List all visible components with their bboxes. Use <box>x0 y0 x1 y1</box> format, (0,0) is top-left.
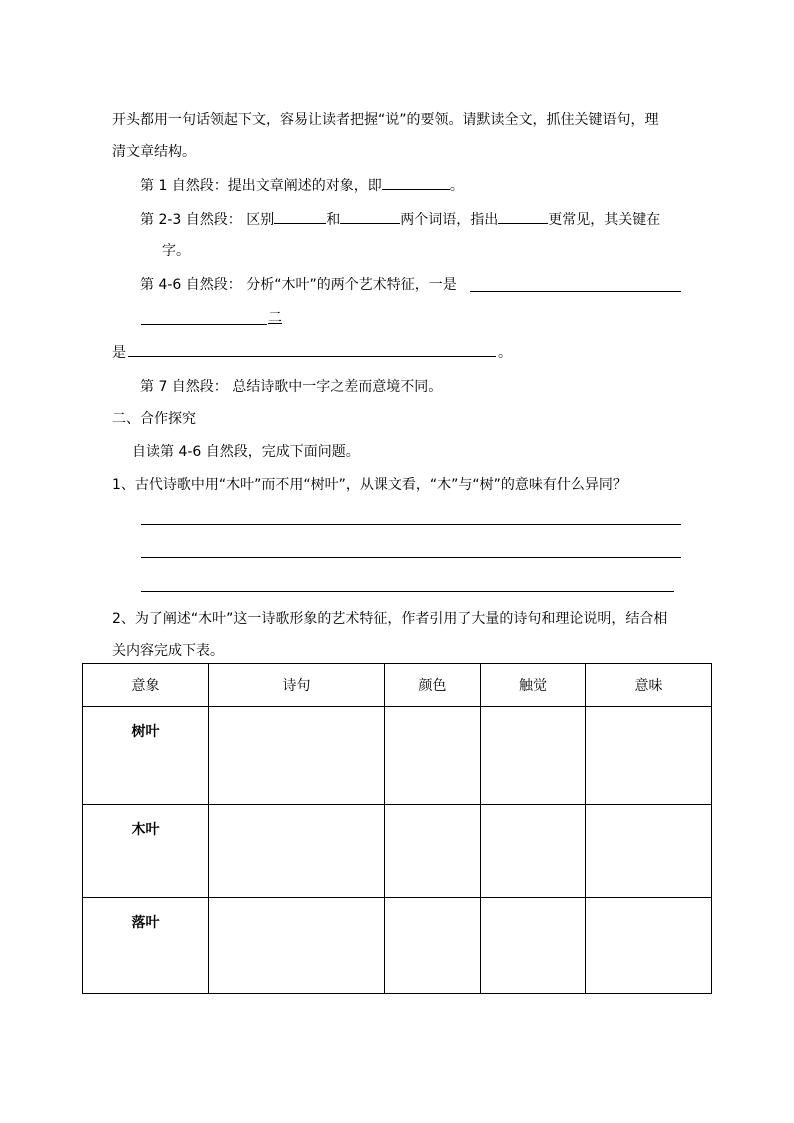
answer-line-2[interactable] <box>141 557 681 558</box>
header-imagery: 意象 <box>83 664 209 707</box>
cell-verse[interactable] <box>209 898 385 994</box>
p46-blank-1[interactable] <box>470 291 681 292</box>
cell-verse[interactable] <box>209 707 385 805</box>
p23-blank-3[interactable] <box>498 209 548 224</box>
intro-line-2: 清文章结构。 <box>112 144 196 160</box>
cell-touch[interactable] <box>481 898 586 994</box>
p23-blank-2[interactable] <box>340 209 400 224</box>
header-color: 颜色 <box>385 664 481 707</box>
answer-line-1[interactable] <box>141 524 681 525</box>
question-2-line-1: 2、为了阐述“木叶”这一诗歌形象的艺术特征，作者引用了大量的诗句和理论说明，结合相 <box>112 611 668 627</box>
cell-color[interactable] <box>385 805 481 898</box>
p46-shi: 是 <box>112 345 126 361</box>
header-touch: 触觉 <box>481 664 586 707</box>
p1-blank[interactable] <box>382 175 450 190</box>
cell-color[interactable] <box>385 898 481 994</box>
question-2-line-2: 关内容完成下表。 <box>112 643 224 659</box>
header-verse: 诗句 <box>209 664 385 707</box>
p1-suffix: 。 <box>449 178 464 194</box>
p23-prefix: 第 2-3 自然段： 区别 <box>140 212 275 228</box>
intro-line-1: 开头都用一句话领起下文，容易让读者把握“说”的要领。请默读全文，抓住关键语句，理 <box>112 112 659 128</box>
p46-prefix: 第 4-6 自然段： 分析“木叶”的两个艺术特征，一是 <box>140 277 457 293</box>
p46-end: 。 <box>498 345 512 361</box>
cell-touch[interactable] <box>481 805 586 898</box>
table-row <box>83 707 712 805</box>
section2-heading: 二、合作探究 <box>112 411 196 427</box>
structure-p23-line2: 字。 <box>162 243 190 259</box>
p46-blank-1-continued[interactable] <box>141 324 267 325</box>
question-1: 1、古代诗歌中用“木叶”而不用“树叶”，从课文看，“木”与“树”的意味有什么异同？ <box>112 477 627 493</box>
p23-blank-1[interactable] <box>274 209 326 224</box>
structure-p23 <box>140 209 660 230</box>
p46-blank-2[interactable] <box>128 356 496 357</box>
header-meaning: 意味 <box>586 664 712 707</box>
structure-p46 <box>140 275 457 295</box>
cell-meaning[interactable] <box>586 805 712 898</box>
table-row <box>83 805 712 898</box>
p23-suffix: 更常见，其关键在 <box>548 212 661 228</box>
row-label-luoye: 落叶 <box>83 898 209 994</box>
row-label-shuye: 树叶 <box>83 707 209 805</box>
answer-line-3[interactable] <box>141 591 674 592</box>
p1-prefix: 第 1 自然段：提出文章阐述的对象，即 <box>140 178 382 194</box>
p46-two: 二 <box>268 310 282 326</box>
section2-instruction: 自读第 4-6 自然段，完成下面问题。 <box>132 444 360 460</box>
cell-color[interactable] <box>385 707 481 805</box>
row-label-muye: 木叶 <box>83 805 209 898</box>
table-row <box>83 898 712 994</box>
cell-touch[interactable] <box>481 707 586 805</box>
p23-mid: 两个词语，指出 <box>400 212 499 228</box>
cell-meaning[interactable] <box>586 898 712 994</box>
structure-p7: 第 7 自然段： 总结诗歌中一字之差而意境不同。 <box>140 379 443 395</box>
cell-verse[interactable] <box>209 805 385 898</box>
imagery-table <box>82 663 712 994</box>
structure-p1 <box>140 175 464 196</box>
cell-meaning[interactable] <box>586 707 712 805</box>
table-header-row <box>83 664 712 707</box>
p23-and: 和 <box>326 212 341 228</box>
